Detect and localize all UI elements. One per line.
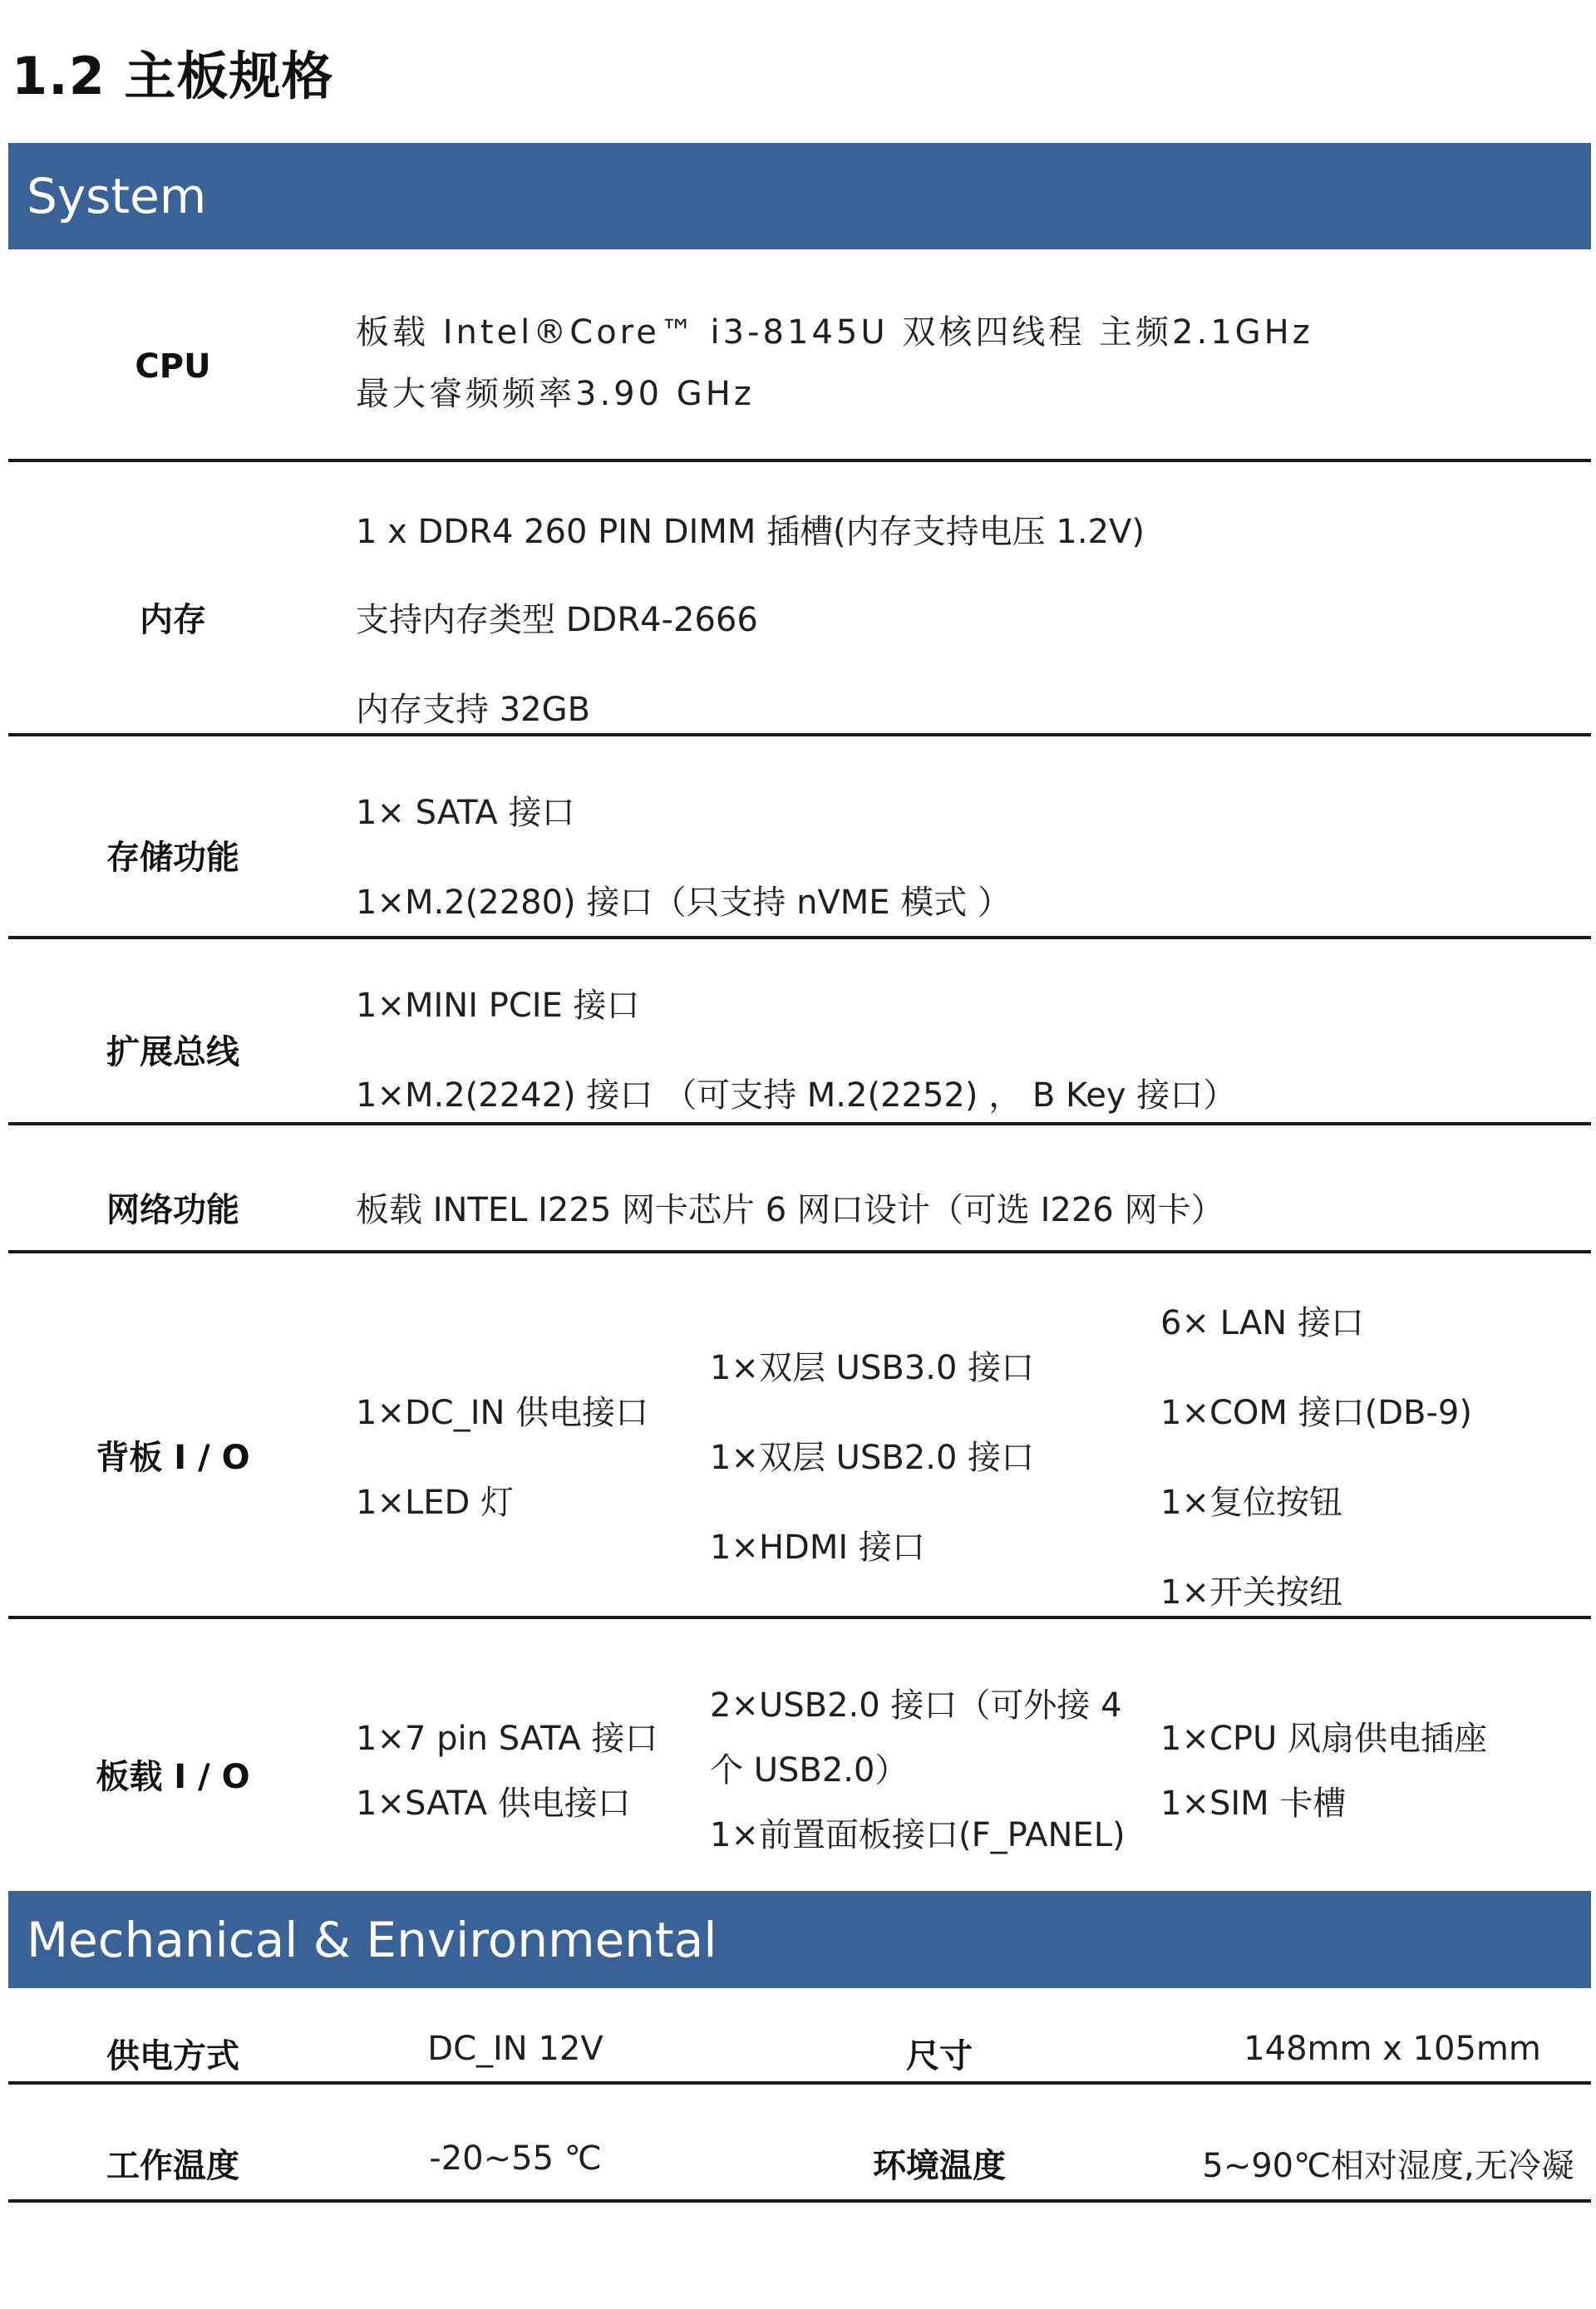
onboard-io-col1-item: 1×7 pin SATA 接口 (356, 1720, 658, 1758)
rear-io-col2-item: 1×双层 USB2.0 接口 (710, 1439, 1035, 1477)
network-line-1: 板载 INTEL I225 网卡芯片 6 网口设计（可选 I226 网卡） (356, 1191, 1224, 1229)
rear-io-col3-item: 1×COM 接口(DB-9) (1160, 1394, 1472, 1432)
row-divider (8, 936, 1591, 939)
row-divider (8, 733, 1591, 736)
onboard-io-label: 板载 I / O (96, 1758, 250, 1796)
expansion-line-2: 1×M.2(2242) 接口 （可支持 M.2(2252) ， B Key 接口） (356, 1076, 1237, 1115)
rear-io-col3-item: 6× LAN 接口 (1160, 1304, 1364, 1342)
cpu-label: CPU (135, 347, 211, 386)
power-label: 供电方式 (106, 2037, 239, 2075)
work-temp-label: 工作温度 (106, 2147, 239, 2185)
size-value: 148mm x 105mm (1244, 2030, 1541, 2068)
row-divider (8, 2081, 1591, 2085)
rear-io-col1-item: 1×LED 灯 (356, 1484, 515, 1522)
onboard-io-col3-item: 1×SIM 卡槽 (1160, 1785, 1347, 1823)
row-divider (8, 2199, 1591, 2203)
row-divider (8, 459, 1591, 462)
onboard-io-col2-item: 个 USB2.0） (710, 1751, 909, 1790)
cpu-line-2: 最大睿频频率3.90 GHz (356, 375, 755, 413)
expansion-line-1: 1×MINI PCIE 接口 (356, 987, 640, 1025)
row-divider (8, 1616, 1591, 1619)
mechanical-section-header: Mechanical & Environmental (8, 1891, 1591, 1988)
env-humidity-label: 环境温度 (873, 2147, 1006, 2185)
onboard-io-col1-item: 1×SATA 供电接口 (356, 1785, 631, 1823)
rear-io-col3-item: 1×开关按纽 (1160, 1573, 1342, 1612)
rear-io-label: 背板 I / O (96, 1439, 250, 1477)
page-title: 1.2 主板规格 (12, 46, 334, 106)
network-label: 网络功能 (106, 1191, 239, 1229)
row-divider (8, 1250, 1591, 1253)
cpu-line-1: 板载 Intel®Core™ i3-8145U 双核四线程 主频2.1GHz (356, 313, 1313, 352)
storage-line-1: 1× SATA 接口 (356, 794, 575, 832)
rear-io-col2-item: 1×HDMI 接口 (710, 1529, 925, 1567)
expansion-label: 扩展总线 (106, 1033, 239, 1071)
row-divider (8, 1122, 1591, 1125)
memory-line-2: 支持内存类型 DDR4-2666 (356, 601, 758, 639)
onboard-io-col2-item: 1×前置面板接口(F_PANEL) (710, 1816, 1126, 1854)
power-value: DC_IN 12V (427, 2030, 603, 2068)
env-humidity-value: 5~90℃相对湿度,无冷凝 (1202, 2147, 1574, 2185)
onboard-io-col2-item: 2×USB2.0 接口（可外接 4 (710, 1686, 1122, 1725)
storage-line-2: 1×M.2(2280) 接口（只支持 nVME 模式 ） (356, 884, 1012, 922)
memory-line-3: 内存支持 32GB (356, 691, 591, 729)
onboard-io-col3-item: 1×CPU 风扇供电插座 (1160, 1720, 1488, 1758)
rear-io-col2-item: 1×双层 USB3.0 接口 (710, 1349, 1035, 1387)
size-label: 尺寸 (906, 2037, 973, 2075)
memory-line-1: 1 x DDR4 260 PIN DIMM 插槽(内存支持电压 1.2V) (356, 513, 1145, 551)
memory-label: 内存 (140, 601, 206, 639)
rear-io-col3-item: 1×复位按钮 (1160, 1484, 1342, 1522)
system-section-header: System (8, 143, 1591, 249)
work-temp-value: -20~55 ℃ (429, 2139, 602, 2178)
rear-io-col1-item: 1×DC_IN 供电接口 (356, 1394, 649, 1432)
storage-label: 存储功能 (106, 839, 239, 877)
